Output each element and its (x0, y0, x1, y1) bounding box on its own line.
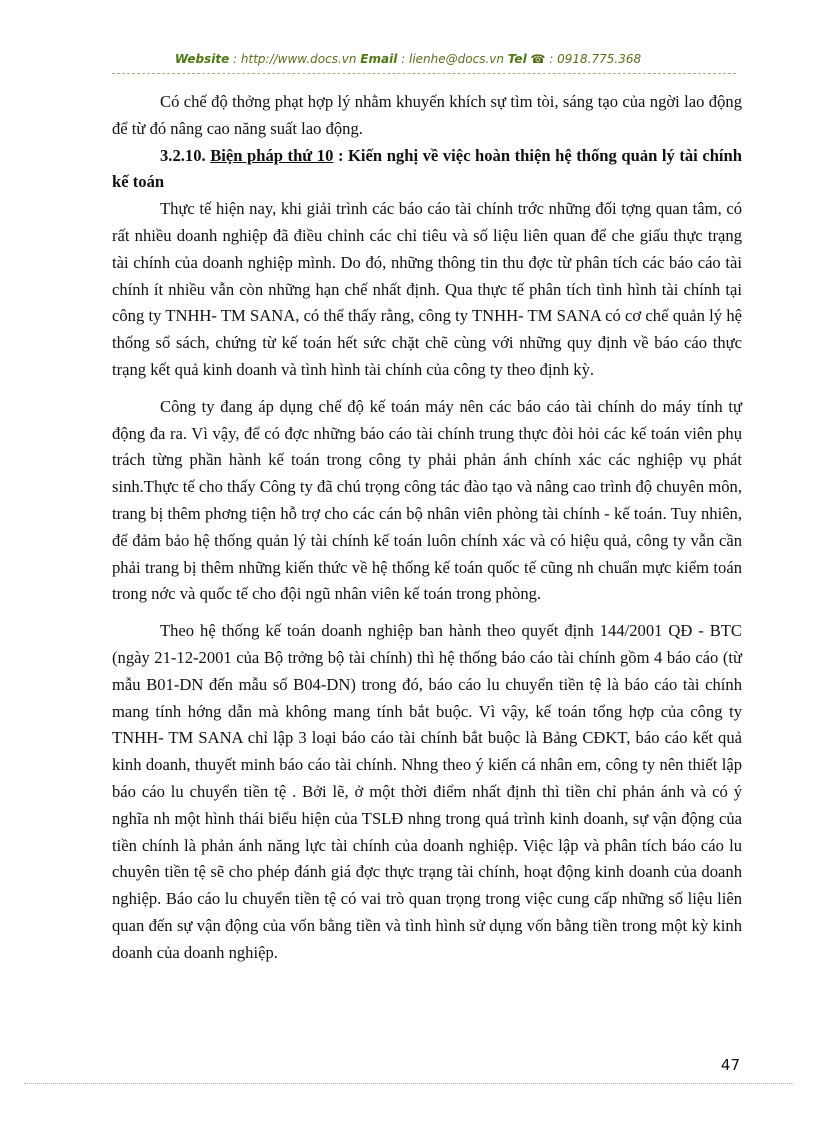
header-divider (112, 73, 736, 74)
email-label: Email (360, 52, 398, 66)
tel-value: ☎ : 0918.775.368 (526, 52, 642, 66)
heading-title: : Kiến nghị về việc hoàn thiện hệ thống quản lý tài chính kế toán (112, 145, 742, 192)
footer-divider (24, 1083, 794, 1084)
paragraph-1: Thực tế hiện nay, khi giải trình các báo cáo tài chính trớc những đối tợng quan tâm, có rất nhiều doanh nghiệp đã điều chỉnh các chỉ tiêu và số liệu liên quan để che giấu thực trạng tài chính của doanh nghiệp mình. Do đó, những thông tin thu đợc từ phân tích các báo cáo tài chính ít nhiều vẫn còn những hạn chế nhất định. Qua thực tế phân tích tình hình tài chính tại công ty TNHH- TM SANA, có thể thấy rằng, công ty TNHH- TM SANA có cơ chế quản lý hệ thống sổ sách, chứng từ kế toán hết sức chặt chẽ cùng với những quy định về báo cáo thực trạng kết quả kinh doanh và tình hình tài chính của công ty theo định kỳ. (112, 199, 742, 379)
website-label: Website (174, 52, 230, 66)
heading-number: 3.2.10. (160, 145, 211, 165)
email-link[interactable]: : lienhe@docs.vn (397, 52, 508, 66)
heading-underlined: Biện pháp thứ 10 (210, 145, 334, 165)
paragraph-3: Theo hệ thống kế toán doanh nghiệp ban hành theo quyết định 144/2001 QĐ - BTC (ngày 21-12-2001 của Bộ trởng bộ tài chính) thì hệ thống báo cáo tài chính gồm 4 báo cáo (từ mẫu B01-DN đến mẫu số B04-DN) trong đó, báo cáo lu chuyển tiền tệ là báo cáo tài chính mang tính hớng dẫn mà không mang tính bắt buộc. Vì vậy, kế toán tổng hợp của công ty TNHH- TM SANA chỉ lập 3 loại báo cáo tài chính bắt buộc là Bảng CĐKT, báo cáo kết quả kinh doanh, thuyết minh báo cáo tài chính. Nhng theo ý kiến cá nhân em, công ty nên thiết lập báo cáo lu chuyển tiền tệ . Bởi lẽ, ở một thời điểm nhất định thì tiền chỉ phản ánh và có ý nghĩa nh một hình thái biểu hiện của TSLĐ nhng trong quá trình kinh doanh, sự vận động của tiền chính là phản ánh năng lực tài chính của doanh nghiệp. Việc lập và phân tích báo cáo lu chuyên tiền tệ sẽ cho phép đánh giá đợc thực trạng tài chính, hoạt động kinh doanh của doanh nghiệp. Báo cáo lu chuyển tiền tệ có vai trò quan trọng trong việc cung cấp những số liệu liên quan đến sự vận động của vốn bằng tiền và tình hình sử dụng vốn bằng tiền trong một kỳ kinh doanh của doanh nghiệp. (112, 621, 742, 962)
page-body (112, 89, 742, 967)
page-header (0, 52, 816, 66)
page-number: 47 (720, 1056, 740, 1074)
tel-label: Tel (507, 52, 527, 66)
paragraph-0: Có chế độ thởng phạt hợp lý nhằm khuyến khích sự tìm tòi, sáng tạo của ngời lao động để từ đó nâng cao năng suất lao động. (112, 92, 742, 138)
paragraph-2: Công ty đang áp dụng chế độ kế toán máy nên các báo cáo tài chính do máy tính tự động đa ra. Vì vậy, để có đợc những báo cáo tài chính trung thực đòi hỏi các kế toán viên phụ trách từng phần hành kế toán trong công ty phải phản ánh chính xác các nghiệp vụ phát sinh.Thực tế cho thấy Công ty đã chú trọng công tác đào tạo và nâng cao trình độ chuyên môn, trang bị thêm phơng tiện hỗ trợ cho các cán bộ nhân viên phòng tài chính - kế toán. Tuy nhiên, để đảm bảo hệ thống quản lý tài chính kế toán luôn chính xác và có hiệu quả, công ty vẫn cần phải trang bị thêm những kiến thức về hệ thống kế toán quốc tế cũng nh chuẩn mực kiểm toán trong nớc và quốc tế cho đội ngũ nhân viên kế toán trong phòng. (112, 396, 742, 604)
website-link[interactable]: : http://www.docs.vn (229, 52, 361, 66)
section-heading (112, 143, 742, 197)
